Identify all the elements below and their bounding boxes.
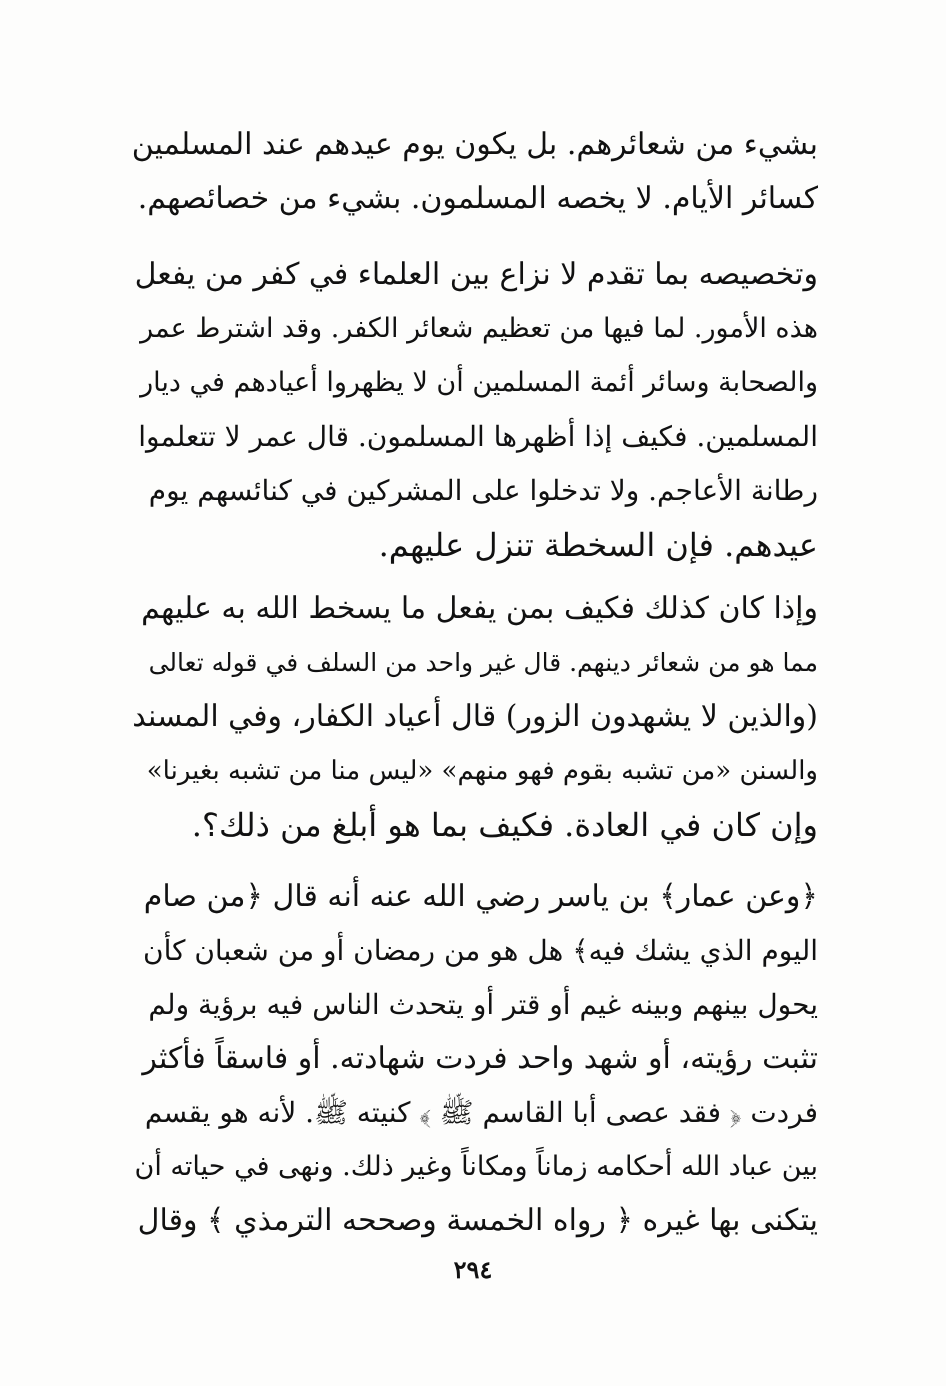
paragraph-3 xyxy=(130,582,818,852)
paragraph-4 xyxy=(130,870,818,1248)
text-line: (والذين لا يشهدون الزور) قال أعياد الكفار، وفي المسند xyxy=(132,699,818,734)
text-line: كسائر الأيام. لا يخصه المسلمون. بشيء من خصائصهم. xyxy=(137,181,818,216)
text-line: بشيء من شعائرهم. بل يكون يوم عيدهم عند المسلمين xyxy=(131,127,818,162)
text-line: والصحابة وسائر أئمة المسلمين أن لا يظهروا أعيادهم في ديار xyxy=(140,367,818,398)
text-line: وإذا كان كذلك فكيف بمن يفعل ما يسخط الله به عليهم xyxy=(141,591,818,626)
paragraph-2 xyxy=(130,248,818,572)
text-line: فردت ﴿ فقد عصى أبا القاسم ﷺ ﴾ كنيته ﷺ. لأنه هو يقسم xyxy=(144,1096,818,1129)
text-line: هذه الأمور. لما فيها من تعظيم شعائر الكفر. وقد اشترط عمر xyxy=(140,313,818,344)
paragraph-1 xyxy=(130,118,818,226)
text-line: بين عباد الله أحكامه زماناً ومكاناً وغير ذلك. ونهى في حياته أن xyxy=(134,1151,818,1182)
text-line: المسلمين. فكيف إذا أظهرها المسلمون. قال عمر لا تتعلموا xyxy=(138,420,818,453)
page-number: ٢٩٤ xyxy=(453,1255,493,1284)
text-line: يحول بينهم وبينه غيم أو قتر أو يتحدث الناس فيه برؤية ولم xyxy=(148,988,818,1021)
text-line: يتكنى بها غيره ﴿ رواه الخمسة وصححه الترمذي ﴾ وقال xyxy=(137,1203,818,1238)
text-line: وإن كان في العادة. فكيف بما هو أبلغ من ذلك؟. xyxy=(191,806,818,844)
text-line: رطانة الأعاجم. ولا تدخلوا على المشركين في كنائسهم يوم xyxy=(148,474,818,507)
text-line: مما هو من شعائر دينهم. قال غير واحد من السلف في قوله تعالى xyxy=(148,648,818,677)
text-line: عيدهم. فإن السخطة تنزل عليهم. xyxy=(378,526,818,564)
text-line: اليوم الذي يشك فيه﴾ هل هو من رمضان أو من شعبان كأن xyxy=(143,934,818,967)
text-line: ﴿وعن عمار﴾ بن ياسر رضي الله عنه أنه قال ﴿من صام xyxy=(143,879,818,914)
text-line: والسنن «من تشبه بقوم فهو منهم» «ليس منا من تشبه بغيرنا» xyxy=(146,756,818,786)
text-line: تثبت رؤيته، أو شهد واحد فردت شهادته. أو فاسقاً فأكثر xyxy=(142,1041,818,1076)
text-line: وتخصيصه بما تقدم لا نزاع بين العلماء في كفر من يفعل xyxy=(134,257,818,292)
